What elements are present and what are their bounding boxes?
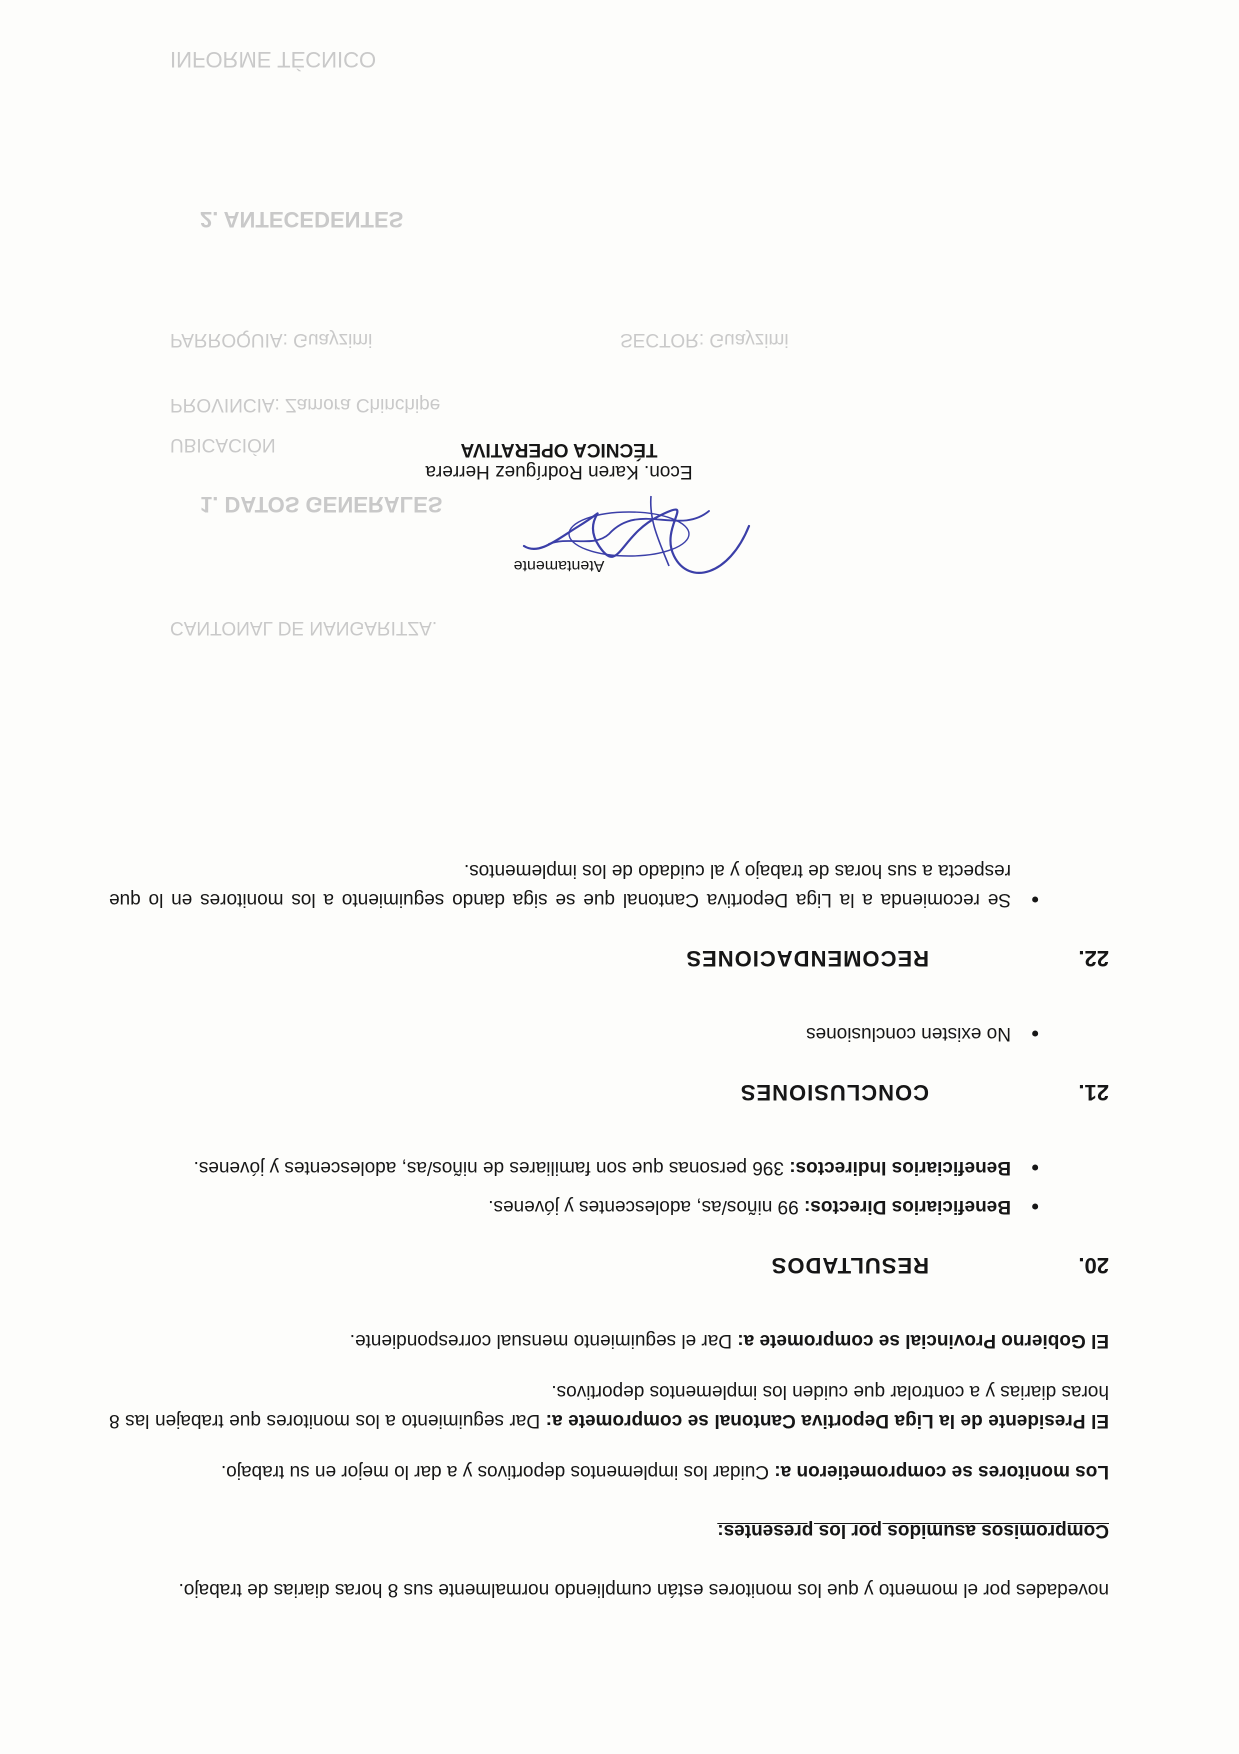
results-list <box>109 1153 1109 1221</box>
item-text: 99 niños/as, adolescentes y jóvenes. <box>488 1196 805 1217</box>
bleed-line: PARROQUIA: Guayzimi <box>170 329 373 350</box>
signer-role: TÉCNICA OPERATIVA <box>460 439 658 460</box>
list-item <box>109 1153 1039 1182</box>
item-lead: Beneficiarios Indirectos: <box>789 1157 1011 1178</box>
commitments-title: Compromisos asumidos por los presentes: <box>717 1520 1109 1541</box>
monitors-text: Cuidar los implementos deportivos y a dar lo mejor en su trabajo. <box>220 1461 775 1482</box>
closing-text: Atentamente <box>513 557 605 574</box>
monitors-lead: Los monitores se comprometieron a: <box>774 1461 1109 1482</box>
president-lead: El Presidente de la Liga Deportiva Cantonal se compromete a: <box>545 1410 1109 1431</box>
section-number: 22. <box>1078 946 1109 971</box>
item-text: 396 personas que son familiares de niños/as, adolescentes y jóvenes. <box>193 1157 790 1178</box>
recommendations-list <box>109 856 1109 914</box>
commitments-heading <box>109 1516 1109 1545</box>
document-body <box>109 846 1109 1604</box>
section-number: 21. <box>1078 1080 1109 1105</box>
president-text: Dar seguimiento a los monitores que trabajen las 8 horas diarias y a controlar que cuiden los implementos deportivos. <box>109 1381 1109 1431</box>
conclusions-list <box>109 1019 1109 1048</box>
bleed-line: INFORME TÉCNICO <box>170 47 377 72</box>
section-heading-conclusions <box>109 1078 1109 1107</box>
handwritten-signature <box>509 476 769 596</box>
list-item: • No existen conclusiones <box>109 1019 1039 1048</box>
signature-block <box>349 438 769 574</box>
bleed-line: 1. DATOS GENERALES <box>200 492 443 517</box>
section-heading-results <box>109 1251 1109 1280</box>
section-title: RECOMENDACIONES <box>685 946 929 971</box>
bleed-line: UBICACIÓN <box>170 434 276 455</box>
item-lead: Beneficiarios Directos: <box>804 1196 1011 1217</box>
government-lead: El Gobierno Provincial se compromete a: <box>737 1330 1109 1351</box>
section-number: 20. <box>1078 1253 1109 1278</box>
president-commitment <box>109 1377 1109 1435</box>
section-title: RESULTADOS <box>770 1253 929 1278</box>
section-title: CONCLUSIONES <box>739 1080 929 1105</box>
bleed-line: 2. ANTECEDENTES <box>200 207 404 232</box>
list-item <box>109 1192 1039 1221</box>
bleed-line: CANTONAL DE NANGARITZA. <box>170 617 438 638</box>
bleed-line: SECTOR: Guayzimi <box>620 329 789 350</box>
list-item: • Se recomienda a la Liga Deportiva Cantonal que se siga dando seguimiento a los monitores en lo que respecta a sus horas de trabajo y al cuidado de los implementos. <box>109 856 1039 914</box>
intro-paragraph: novedades por el momento y que los monitores están cumpliendo normalmente sus 8 horas diarias de trabajo. <box>178 1579 1109 1600</box>
monitors-commitment <box>109 1457 1109 1486</box>
government-commitment <box>109 1326 1109 1355</box>
bleed-line: PROVINCIA: Zamora Chinchipe <box>170 394 441 415</box>
section-heading-recommendations <box>109 944 1109 973</box>
government-text: Dar el seguimiento mensual correspondiente. <box>349 1330 738 1351</box>
signer-name: Econ. Karen Rodríguez Herrera <box>425 461 693 482</box>
